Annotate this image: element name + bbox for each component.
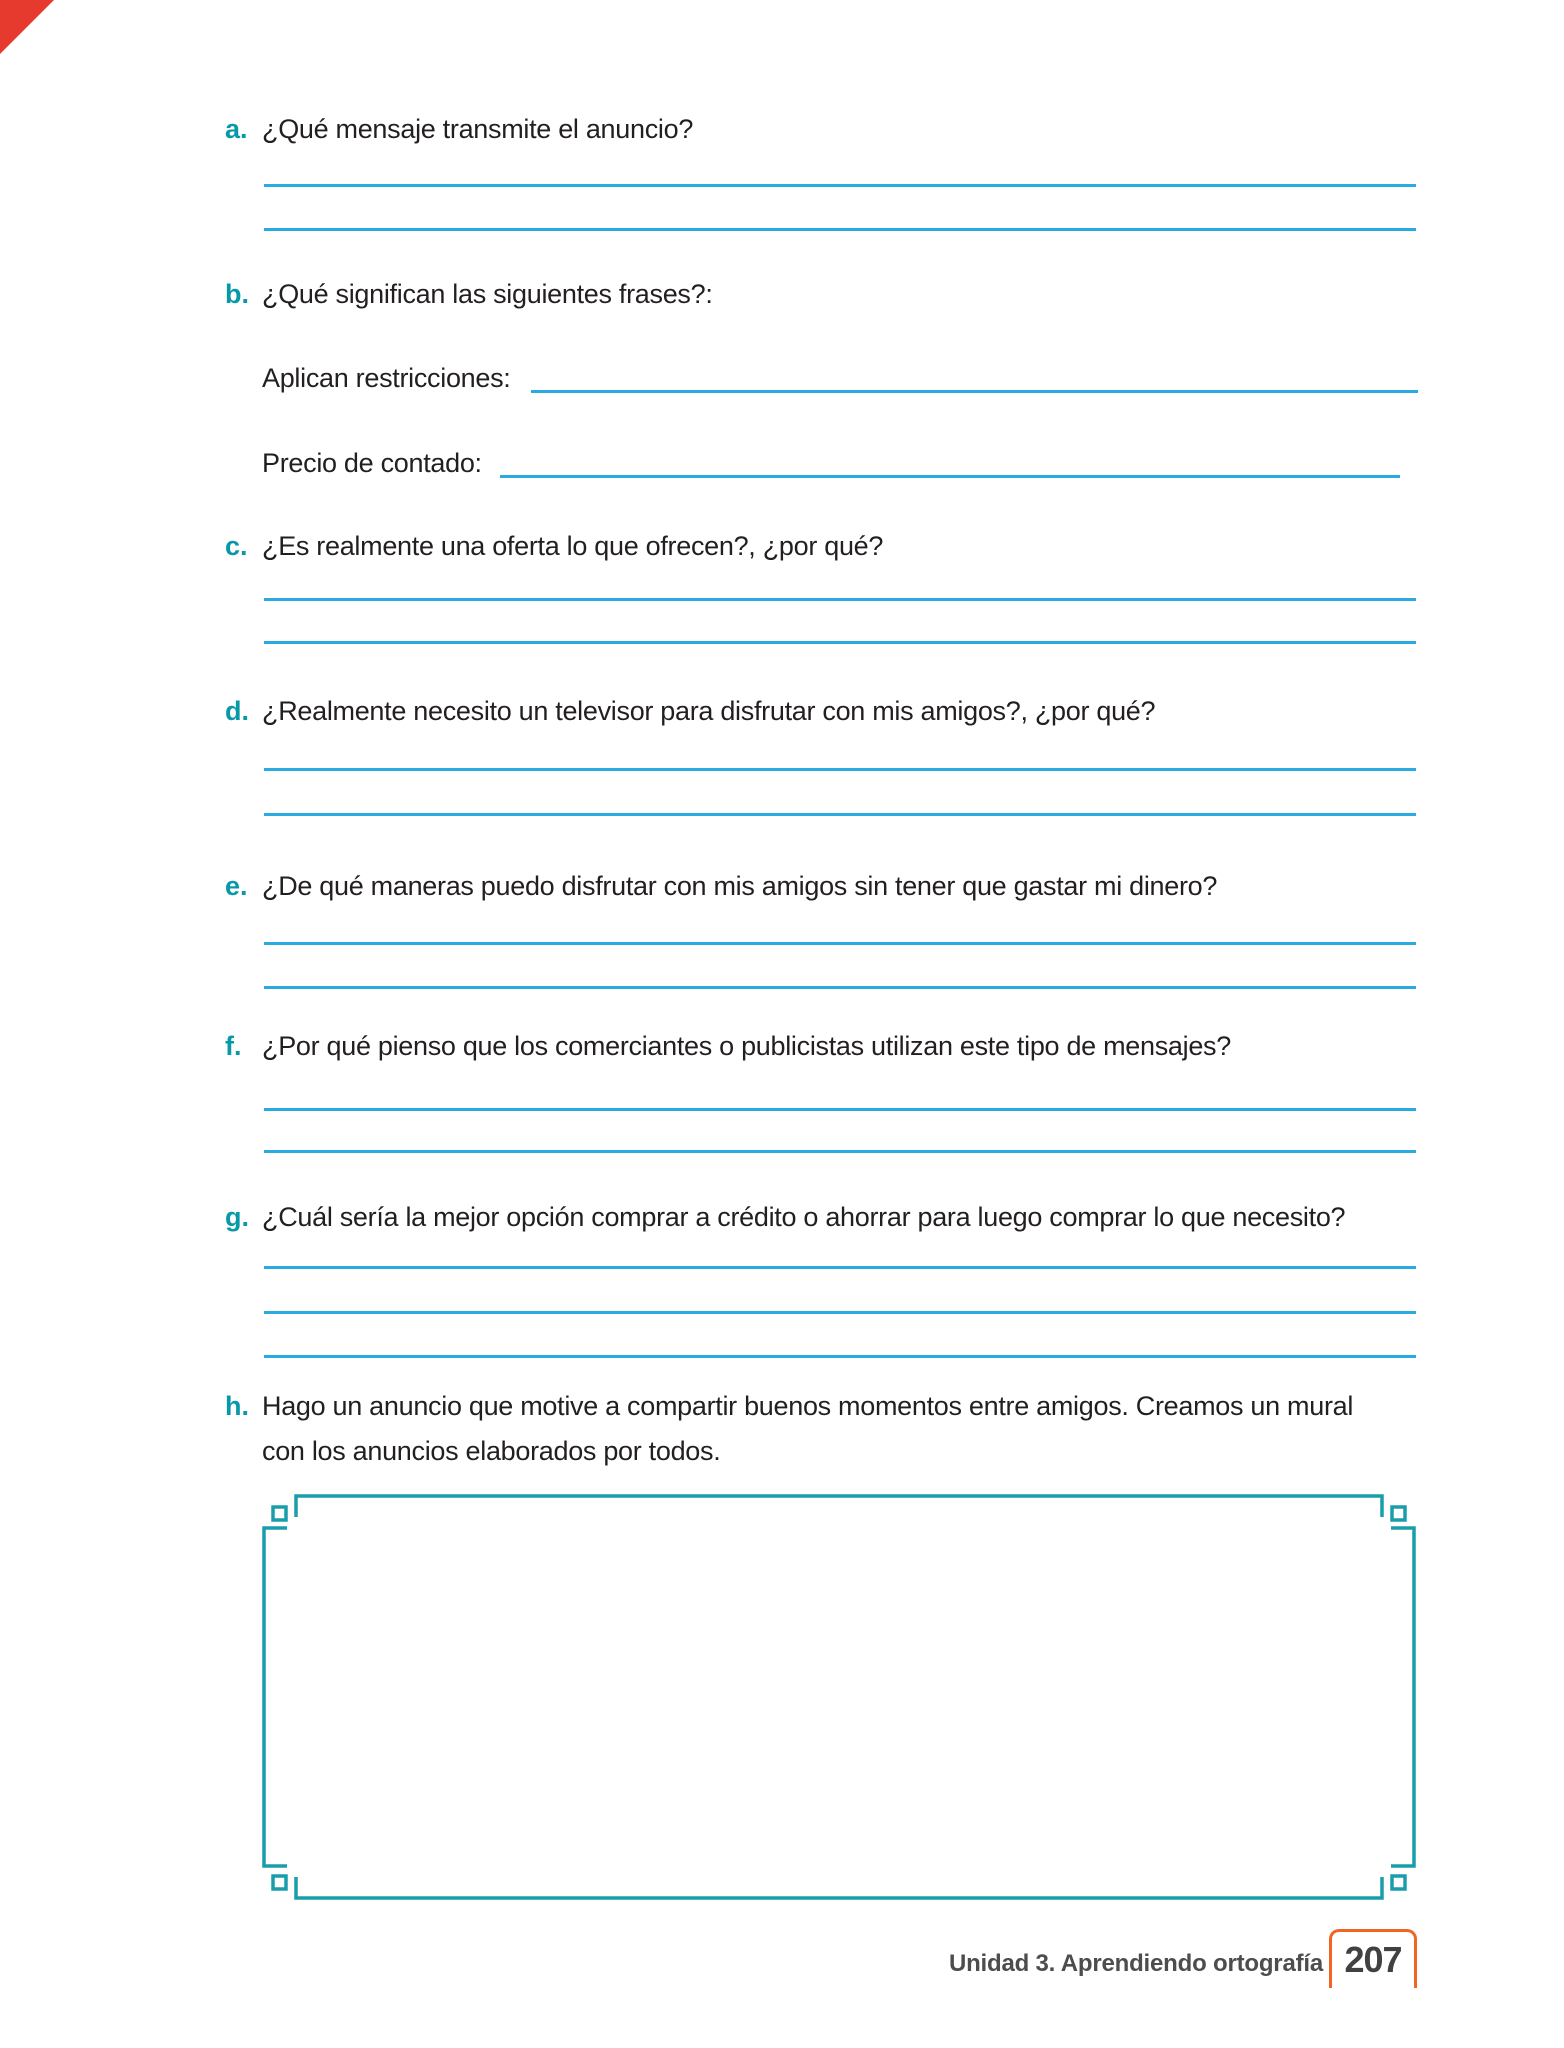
question-c-label: c. (225, 531, 248, 561)
question-f (225, 1030, 1435, 1064)
question-g-label: g. (225, 1202, 249, 1232)
question-a-label: a. (225, 114, 248, 144)
answer-line (264, 184, 1416, 187)
answer-line (264, 641, 1416, 644)
question-e (225, 870, 1435, 904)
question-a (225, 113, 1435, 147)
frame-corner-square (1392, 1507, 1405, 1520)
question-f-text: ¿Por qué pienso que los comerciantes o publicistas utilizan este tipo de mensajes? (262, 1031, 1231, 1061)
question-b-label: b. (225, 279, 249, 309)
question-d (225, 695, 1435, 729)
frame-corner-square (273, 1876, 286, 1889)
mural-frame (255, 1488, 1425, 1908)
answer-line (264, 942, 1416, 945)
question-h (225, 1390, 1435, 1469)
question-a-text: ¿Qué mensaje transmite el anuncio? (262, 114, 694, 144)
answer-line (264, 598, 1416, 601)
fill-in-line (500, 475, 1400, 478)
answer-line (264, 1108, 1416, 1111)
footer-section-title: Unidad 3. Aprendiendo ortografía (948, 1950, 1323, 1977)
page-number-box (1329, 1929, 1417, 1988)
question-f-label: f. (225, 1031, 242, 1061)
question-b (225, 278, 1435, 312)
fill-in-label: Precio de contado: (262, 448, 482, 478)
question-e-label: e. (225, 871, 248, 901)
answer-line (264, 228, 1416, 231)
frame-corner-square (273, 1507, 286, 1520)
fill-in-line (531, 390, 1418, 393)
question-h-text-line2: con los anuncios elaborados por todos. (262, 1435, 721, 1466)
question-h-text-line1: Hago un anuncio que motive a compartir buenos momentos entre amigos. Creamos un mural (262, 1391, 1354, 1421)
frame-corner-square (1392, 1876, 1405, 1889)
answer-line (264, 813, 1416, 816)
answer-line (264, 986, 1416, 989)
question-g (225, 1201, 1435, 1235)
corner-accent-triangle (0, 0, 54, 54)
page-number: 207 (1344, 1939, 1402, 1980)
answer-line (264, 768, 1416, 771)
question-e-text: ¿De qué maneras puedo disfrutar con mis amigos sin tener que gastar mi dinero? (262, 871, 1218, 901)
answer-line (264, 1355, 1416, 1358)
question-c (225, 530, 1435, 564)
question-c-text: ¿Es realmente una oferta lo que ofrecen?, ¿por qué? (262, 531, 884, 561)
question-b-text: ¿Qué significan las siguientes frases?: (262, 279, 713, 309)
question-d-label: d. (225, 696, 249, 726)
question-h-label: h. (225, 1391, 249, 1421)
answer-line (264, 1311, 1416, 1314)
question-g-text: ¿Cuál sería la mejor opción comprar a crédito o ahorrar para luego comprar lo que necesito? (262, 1202, 1346, 1232)
answer-line (264, 1150, 1416, 1153)
question-d-text: ¿Realmente necesito un televisor para disfrutar con mis amigos?, ¿por qué? (262, 696, 1156, 726)
answer-line (264, 1266, 1416, 1269)
fill-in-label: Aplican restricciones: (262, 363, 511, 393)
